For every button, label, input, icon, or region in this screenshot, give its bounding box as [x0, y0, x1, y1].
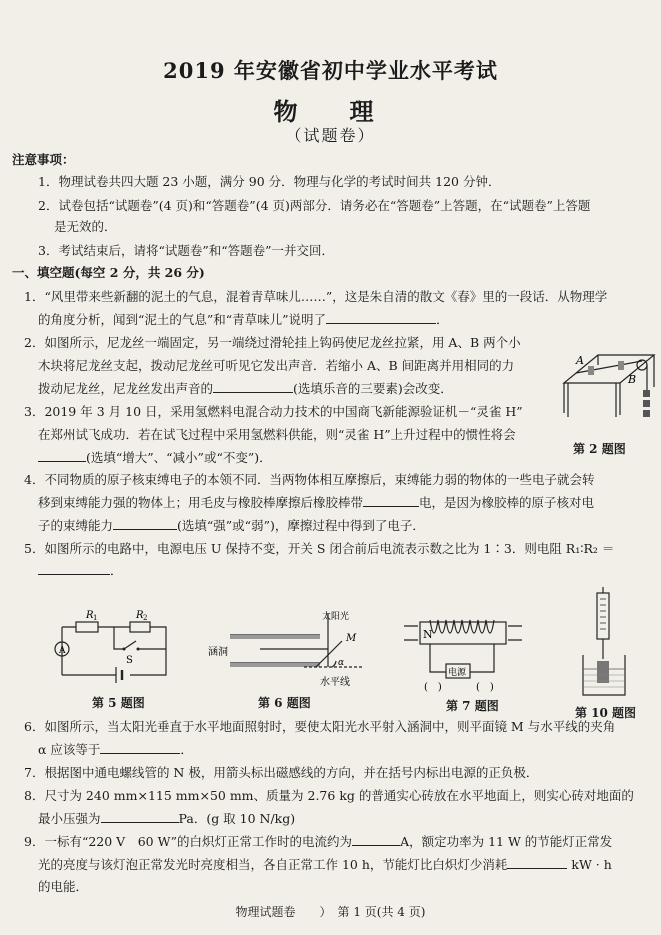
question-9-text: 9．一标有“220 V 60 W”的白炽灯正常工作时的电流约为 — [24, 834, 353, 849]
question-9-text-3: 光的亮度与该灯泡正常发光时亮度相当，各自正常工作 10 h，节能灯比白炽灯少消耗 — [38, 857, 508, 872]
question-2-line-3 — [38, 378, 453, 400]
question-9-text-2: A，额定功率为 11 W 的节能灯正常发 — [400, 834, 613, 849]
question-6-line-1: 6．如图所示，当太阳光垂直于水平地面照射时，要使太阳光水平射入涵洞中，则平面镜 M 与水平线的夹角 — [24, 719, 616, 734]
notice-item-2: 2．试卷包括“试题卷”(4 页)和“答题卷”(4 页)两部分．请务必在“答题卷”上答题，在“试题卷”上答题 — [38, 198, 591, 213]
page-footer: 物理试题卷 ） 第 1 页(共 4 页) — [235, 905, 426, 919]
question-4-text-3: (选填“强”或“弱”)，摩擦过程中得到了电子． — [177, 518, 425, 533]
exam-title: 2019 年安徽省初中学业水平考试 — [163, 58, 498, 83]
answer-blank[interactable] — [352, 831, 400, 846]
figure-6-label-m: M — [346, 633, 357, 644]
question-4-text: 移到束缚能力强的物体上；用毛皮与橡胶棒摩擦后橡胶棒带 — [38, 495, 364, 510]
question-9-line-3: 的电能． — [38, 879, 89, 894]
question-8-text-tail: Pa．(g 取 10 N/kg) — [178, 811, 296, 826]
question-2-line-1: 2．如图所示，尼龙丝一端固定，另一端绕过滑轮挂上钩码使尼龙丝拉紧，用 A、B 两个小 — [24, 335, 521, 350]
figure-7-bracket-right: ( ) — [476, 682, 494, 693]
question-5-line-1: 5．如图所示的电路中，电源电压 U 保持不变，开关 S 闭合前后电流表示数之比为 1∶3．则电阻 R₁∶R₂ ＝ — [24, 541, 615, 556]
answer-blank[interactable] — [100, 739, 180, 754]
answer-blank[interactable] — [326, 309, 436, 324]
question-8-text: 最小压强为 — [38, 811, 101, 826]
figure-5-caption: 第 5 题图 — [92, 696, 145, 710]
answer-blank[interactable] — [38, 560, 110, 575]
answer-blank[interactable] — [113, 515, 177, 530]
question-1-line-1: 1．“风里带来些新翻的泥土的气息，混着青草味儿……”，这是朱自清的散文《春》里的一段话．从物理学 — [24, 289, 608, 304]
question-9-line-1 — [24, 831, 612, 853]
figure-6-label-tunnel: 涵洞 — [208, 647, 228, 658]
notice-item-1: 1．物理试卷共四大题 23 小题，满分 90 分．物理与化学的考试时间共 120 分钟． — [38, 174, 501, 189]
question-2-text: 拨动尼龙丝，尼龙丝发出声音的 — [38, 381, 214, 396]
question-5-line-2: ． — [38, 560, 123, 582]
question-3-line-1: 3．2019 年 3 月 10 日，采用氢燃料电混合动力技术的中国商飞新能源验证机－“灵雀 H” — [24, 404, 523, 419]
figure-2-nylon-string-apparatus — [558, 335, 658, 435]
question-3-line-2: 在郑州试飞成功．若在试飞过程中采用氢燃料供能，则“灵雀 H”上升过程中的惯性将会 — [38, 427, 516, 442]
question-8-line-2 — [38, 808, 295, 830]
question-4-text-tail: 电，是因为橡胶棒的原子核对电 — [419, 495, 595, 510]
question-4-line-3 — [38, 515, 425, 537]
figure-6-label-alpha: α — [338, 658, 345, 668]
figure-7-caption: 第 7 题图 — [446, 699, 499, 713]
question-8-line-1: 8．尺寸为 240 mm×115 mm×50 mm、质量为 2.76 kg 的普通实心砖放在水平地面上，则实心砖对地面的 — [24, 788, 634, 803]
question-6-text: α 应该等于 — [38, 742, 101, 757]
figure-7-label-n: N — [423, 628, 433, 641]
question-4-text-2: 子的束缚能力 — [38, 518, 114, 533]
question-9-unit: kW · h — [571, 857, 612, 872]
figure-7-label-power: 电源 — [448, 668, 467, 678]
answer-blank[interactable] — [101, 808, 179, 823]
question-1-text: 的角度分析，闻到“泥土的气息”和“青草味儿”说明了 — [38, 312, 327, 327]
question-3-text: (选填“增大”、“减小”或“不变”)． — [86, 450, 272, 465]
figure-10-spring-scale-beaker — [575, 585, 635, 705]
answer-blank[interactable] — [363, 492, 419, 507]
answer-blank[interactable] — [213, 378, 293, 393]
figure-6-label-horizontal: 水平线 — [320, 677, 350, 688]
question-6-line-2: α 应该等于 ． — [38, 739, 193, 761]
figure-5-label-ammeter: A — [59, 646, 66, 656]
figure-5-label-r2-sub: 2 — [143, 614, 148, 622]
figure-6-mirror-diagram — [200, 605, 380, 695]
question-2-text-tail: (选填乐音的三要素)会改变． — [293, 381, 453, 396]
answer-blank[interactable] — [507, 854, 567, 869]
figure-10-caption: 第 10 题图 — [575, 706, 637, 720]
notice-heading: 注意事项： — [12, 152, 75, 167]
question-1-line-2: 的角度分析，闻到“泥土的气息”和“青草味儿”说明了 ． — [38, 309, 449, 331]
figure-6-label-sunlight: 太阳光 — [322, 612, 350, 622]
question-9-line-2 — [38, 854, 612, 876]
figure-2-caption: 第 2 题图 — [573, 442, 626, 456]
question-4-line-2 — [38, 492, 594, 514]
figure-5-label-r1-sub: 1 — [93, 614, 98, 622]
paper-label: （试题卷） — [285, 126, 376, 145]
section-heading: 一、填空题(每空 2 分，共 26 分) — [12, 265, 205, 280]
question-4-line-1: 4．不同物质的原子核束缚电子的本领不同．当两物体相互摩擦后，束缚能力弱的物体的一些电子就会转 — [24, 472, 595, 487]
figure-2-label-a: A — [576, 354, 584, 367]
figure-5-label-r1: R — [86, 610, 94, 621]
answer-blank[interactable] — [38, 447, 86, 462]
question-3-line-3 — [38, 447, 272, 469]
figure-5-label-switch: S — [126, 655, 133, 666]
notice-item-2-cont: 是无效的． — [54, 219, 117, 234]
notice-item-3: 3．考试结束后，请将“试题卷”和“答题卷”一并交回． — [38, 243, 335, 258]
figure-2-label-b: B — [628, 373, 637, 386]
exam-subject: 物 理 — [273, 97, 388, 126]
question-2-line-2: 木块将尼龙丝支起，拨动尼龙丝可听见它发出声音．若缩小 A、B 间距离并用相同的力 — [38, 358, 515, 373]
figure-7-solenoid — [400, 612, 540, 694]
figure-5-label-r2: R — [136, 610, 144, 621]
figure-7-bracket-left: ( ) — [424, 682, 442, 693]
figure-6-caption: 第 6 题图 — [258, 696, 311, 710]
figure-5-circuit — [50, 605, 180, 690]
question-7-line-1: 7．根据图中通电螺线管的 N 极，用箭头标出磁感线的方向，并在括号内标出电源的正负极． — [24, 765, 539, 780]
